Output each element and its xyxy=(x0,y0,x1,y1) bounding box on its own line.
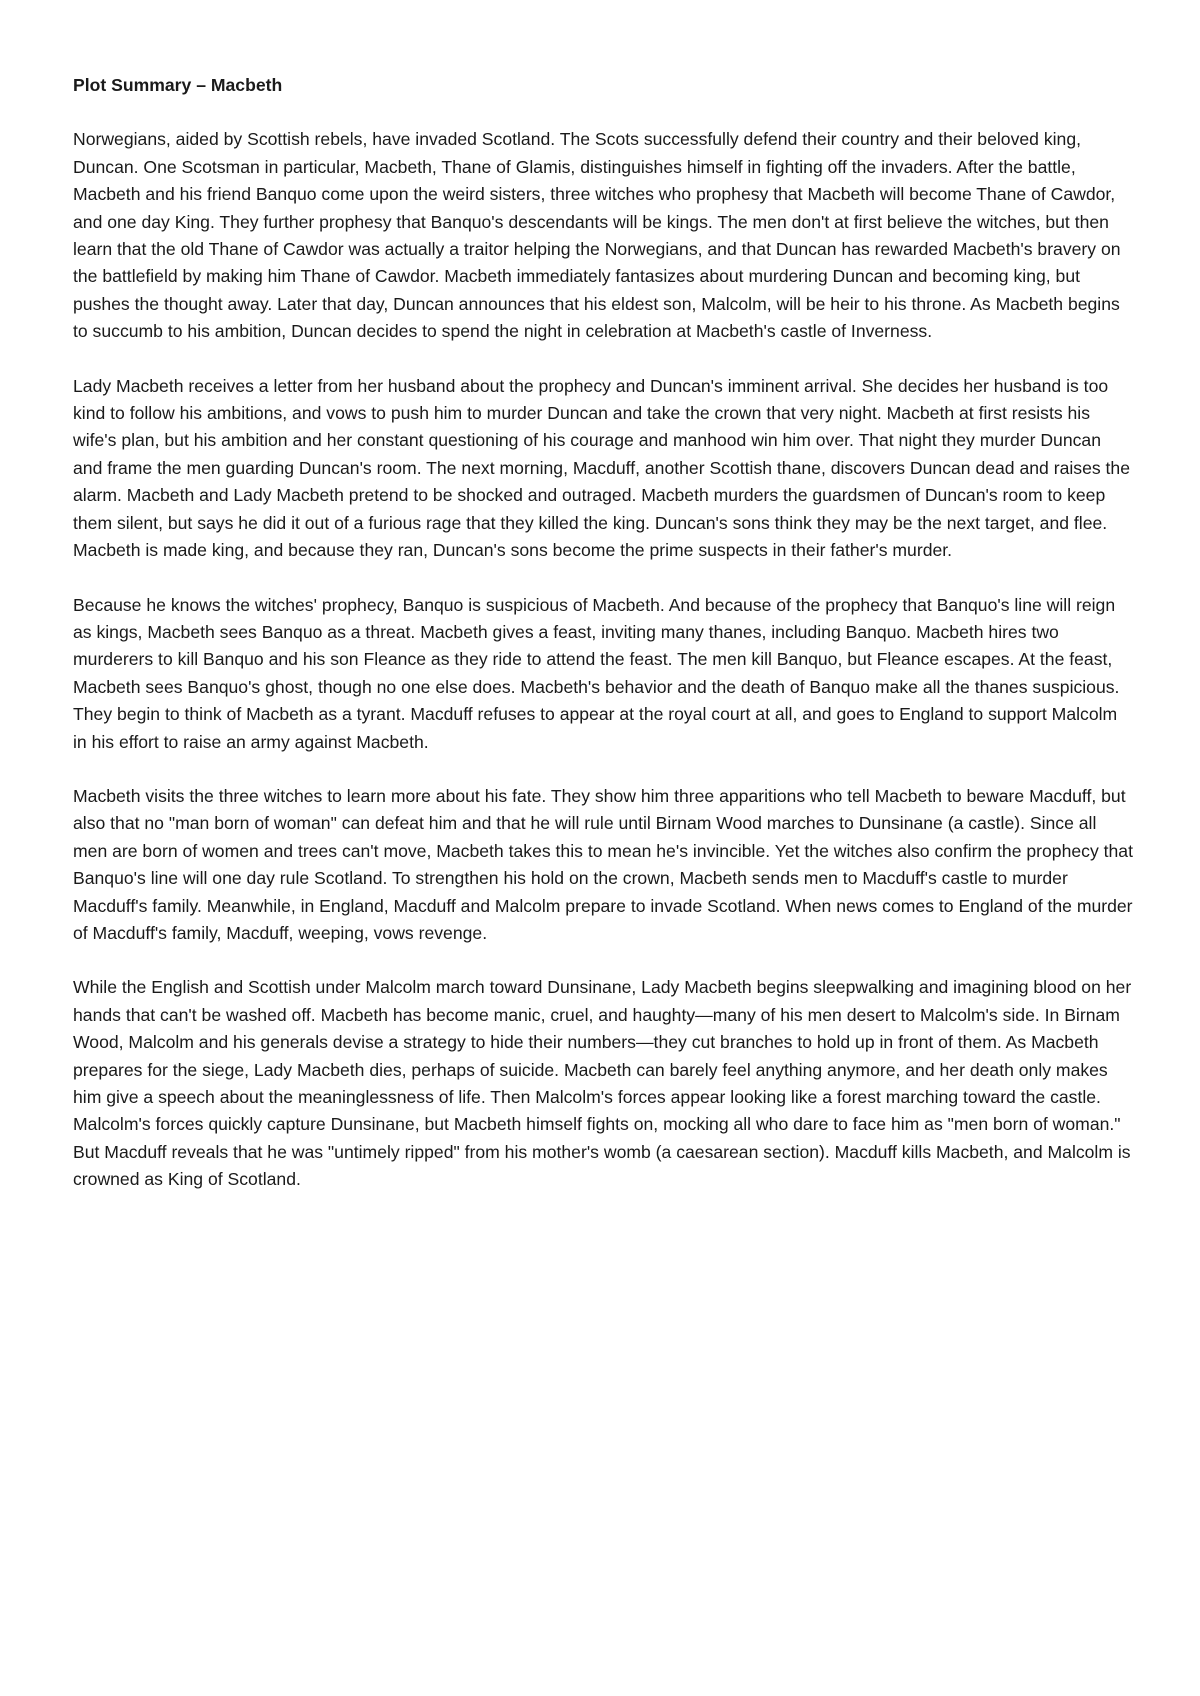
document-title: Plot Summary – Macbeth xyxy=(73,75,283,95)
paragraph-3: Because he knows the witches' prophecy, Banquo is suspicious of Macbeth. And because of the prophecy that Banquo's line will reign as kings, Macbeth sees Banquo as a threat. Macbeth gives a feast, inviting many thanes, including Banquo. Macbeth hires two murderers to kill Banquo and his son Fleance as they ride to attend the feast. The men kill Banquo, but Fleance escapes. At the feast, Macbeth sees Banquo's ghost, though no one else does. Macbeth's behavior and the death of Banquo make all the thanes suspicious. They begin to think of Macbeth as a tyrant. Macduff refuses to appear at the royal court at all, and goes to England to support Malcolm in his effort to raise an army against Macbeth. xyxy=(73,594,1120,752)
paragraph-2: Lady Macbeth receives a letter from her husband about the prophecy and Duncan's imminent arrival. She decides her husband is too kind to follow his ambitions, and vows to push him to murder Duncan and take the crown that very night. Macbeth at first resists his wife's plan, but his ambition and her constant questioning of his courage and manhood win him over. That night they murder Duncan and frame the men guarding Duncan's room. The next morning, Macduff, another Scottish thane, discovers Duncan dead and raises the alarm. Macbeth and Lady Macbeth pretend to be shocked and outraged. Macbeth murders the guardsmen of Duncan's room to keep them silent, but says he did it out of a furious rage that they killed the king. Duncan's sons think they may be the next target, and flee. Macbeth is made king, and because they ran, Duncan's sons become the prime suspects in their father's murder. xyxy=(73,375,1130,561)
paragraph-5: While the English and Scottish under Malcolm march toward Dunsinane, Lady Macbeth begins sleepwalking and imagining blood on her hands that can't be washed off. Macbeth has become manic, cruel, and haughty—many of his men desert to Malcolm's side. In Birnam Wood, Malcolm and his generals devise a strategy to hide their numbers—they cut branches to hold up in front of them. As Macbeth prepares for the siege, Lady Macbeth dies, perhaps of suicide. Macbeth can barely feel anything anymore, and her death only makes him give a speech about the meaninglessness of life. Then Malcolm's forces appear looking like a forest marching toward the castle. Malcolm's forces quickly capture Dunsinane, but Macbeth himself fights on, mocking all who dare to face him as "men born of woman." But Macduff reveals that he was "untimely ripped" from his mother's womb (a caesarean section). Macduff kills Macbeth, and Malcolm is crowned as King of Scotland. xyxy=(73,977,1132,1190)
paragraph-1: Norwegians, aided by Scottish rebels, have invaded Scotland. The Scots successfully defend their country and their beloved king, Duncan. One Scotsman in particular, Macbeth, Thane of Glamis, distinguishes himself in fighting off the invaders. After the battle, Macbeth and his friend Banquo come upon the weird sisters, three witches who prophesy that Macbeth will become Thane of Cawdor, and one day King. They further prophesy that Banquo's descendants will be kings. The men don't at first believe the witches, but then learn that the old Thane of Cawdor was actually a traitor helping the Norwegians, and that Duncan has rewarded Macbeth's bravery on the battlefield by making him Thane of Cawdor. Macbeth immediately fantasizes about murdering Duncan and becoming king, but pushes the thought away. Later that day, Duncan announces that his eldest son, Malcolm, will be heir to his throne. As Macbeth begins to succumb to his ambition, Duncan decides to spend the night in celebration at Macbeth's castle of Inverness. xyxy=(73,129,1121,342)
document-page xyxy=(73,72,1133,1221)
paragraph-4: Macbeth visits the three witches to learn more about his fate. They show him three apparitions who tell Macbeth to beware Macduff, but also that no "man born of woman" can defeat him and that he will rule until Birnam Wood marches to Dunsinane (a castle). Since all men are born of women and trees can't move, Macbeth takes this to mean he's invincible. Yet the witches also confirm the prophecy that Banquo's line will one day rule Scotland. To strengthen his hold on the crown, Macbeth sends men to Macduff's castle to murder Macduff's family. Meanwhile, in England, Macduff and Malcolm prepare to invade Scotland. When news comes to England of the murder of Macduff's family, Macduff, weeping, vows revenge. xyxy=(73,785,1133,943)
